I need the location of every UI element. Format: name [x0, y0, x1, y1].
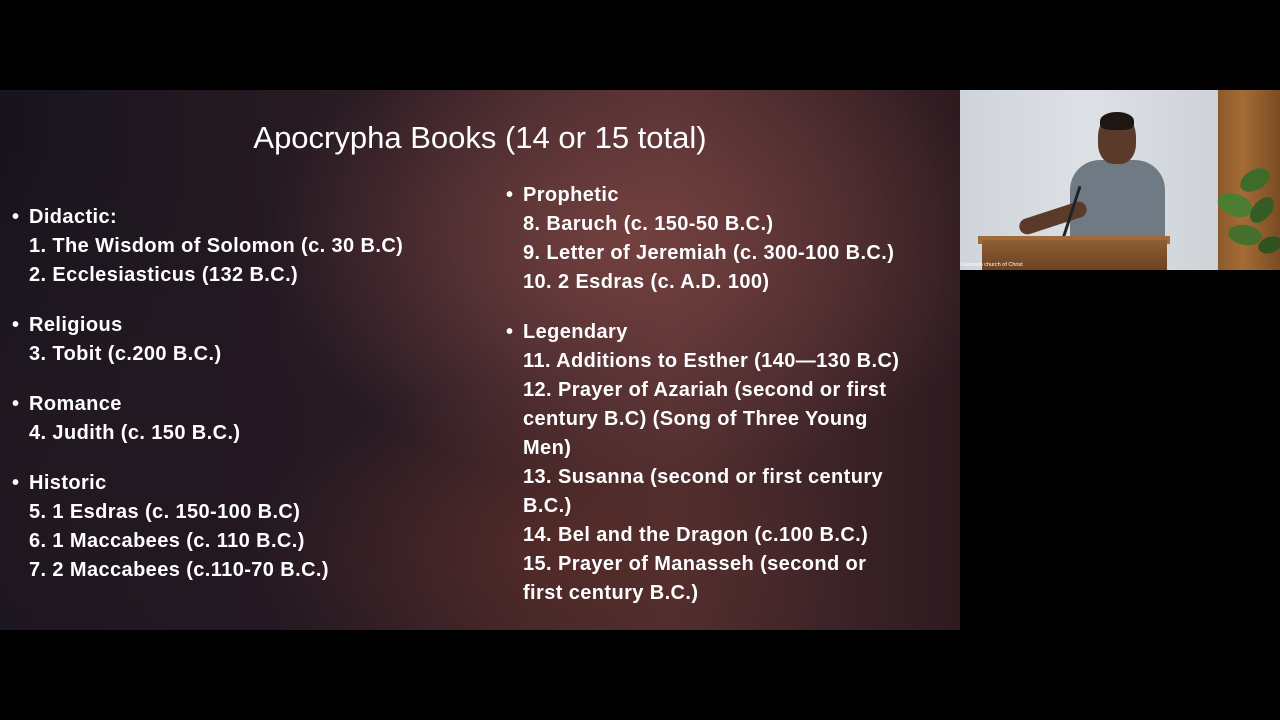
book-item: 2. Ecclesiasticus (132 B.C.)	[29, 264, 299, 286]
book-item: B.C.)	[523, 495, 572, 517]
speaker-video	[960, 90, 1280, 270]
category-label: Prophetic	[523, 184, 619, 206]
video-caption: Honolulu church of Christ	[961, 262, 1023, 268]
book-item: 13. Susanna (second or first century	[523, 466, 884, 488]
category-group	[12, 203, 482, 290]
category-group	[506, 181, 956, 297]
book-item: 3. Tobit (c.200 B.C.)	[29, 343, 222, 365]
book-item: 11. Additions to Esther (140—130 B.C)	[523, 350, 900, 372]
book-item: Men)	[523, 437, 572, 459]
book-item: 5. 1 Esdras (c. 150-100 B.C)	[29, 501, 301, 523]
right-column	[506, 181, 956, 629]
bullet-icon: •	[12, 206, 20, 228]
book-item: 7. 2 Maccabees (c.110-70 B.C.)	[29, 559, 329, 581]
book-item: 14. Bel and the Dragon (c.100 B.C.)	[523, 524, 869, 546]
book-item: century B.C) (Song of Three Young	[523, 408, 868, 430]
plant-icon	[1200, 150, 1280, 270]
presentation-slide	[0, 90, 960, 630]
slide-title: Apocrypha Books (14 or 15 total)	[253, 120, 707, 155]
book-item: 1. The Wisdom of Solomon (c. 30 B.C)	[29, 235, 404, 257]
book-item: 6. 1 Maccabees (c. 110 B.C.)	[29, 530, 305, 552]
book-item: 15. Prayer of Manasseh (second or	[523, 553, 867, 575]
category-group	[506, 318, 956, 608]
book-item: first century B.C.)	[523, 582, 699, 604]
bullet-icon: •	[506, 184, 514, 206]
category-label: Religious	[29, 314, 123, 336]
category-label: Legendary	[523, 321, 628, 343]
bullet-icon: •	[506, 321, 514, 343]
category-label: Didactic:	[29, 206, 118, 228]
book-item: 10. 2 Esdras (c. A.D. 100)	[523, 271, 770, 293]
book-item: 12. Prayer of Azariah (second or first	[523, 379, 887, 401]
category-label: Romance	[29, 393, 122, 415]
category-group	[12, 311, 482, 369]
bullet-icon: •	[12, 393, 20, 415]
bullet-icon: •	[12, 472, 20, 494]
category-label: Historic	[29, 472, 107, 494]
book-item: 9. Letter of Jeremiah (c. 300-100 B.C.)	[523, 242, 895, 264]
book-item: 8. Baruch (c. 150-50 B.C.)	[523, 213, 774, 235]
book-item: 4. Judith (c. 150 B.C.)	[29, 422, 241, 444]
category-group	[12, 469, 482, 585]
category-group	[12, 390, 482, 448]
left-column	[12, 203, 482, 606]
bullet-icon: •	[12, 314, 20, 336]
speaker-hair	[1100, 112, 1134, 130]
